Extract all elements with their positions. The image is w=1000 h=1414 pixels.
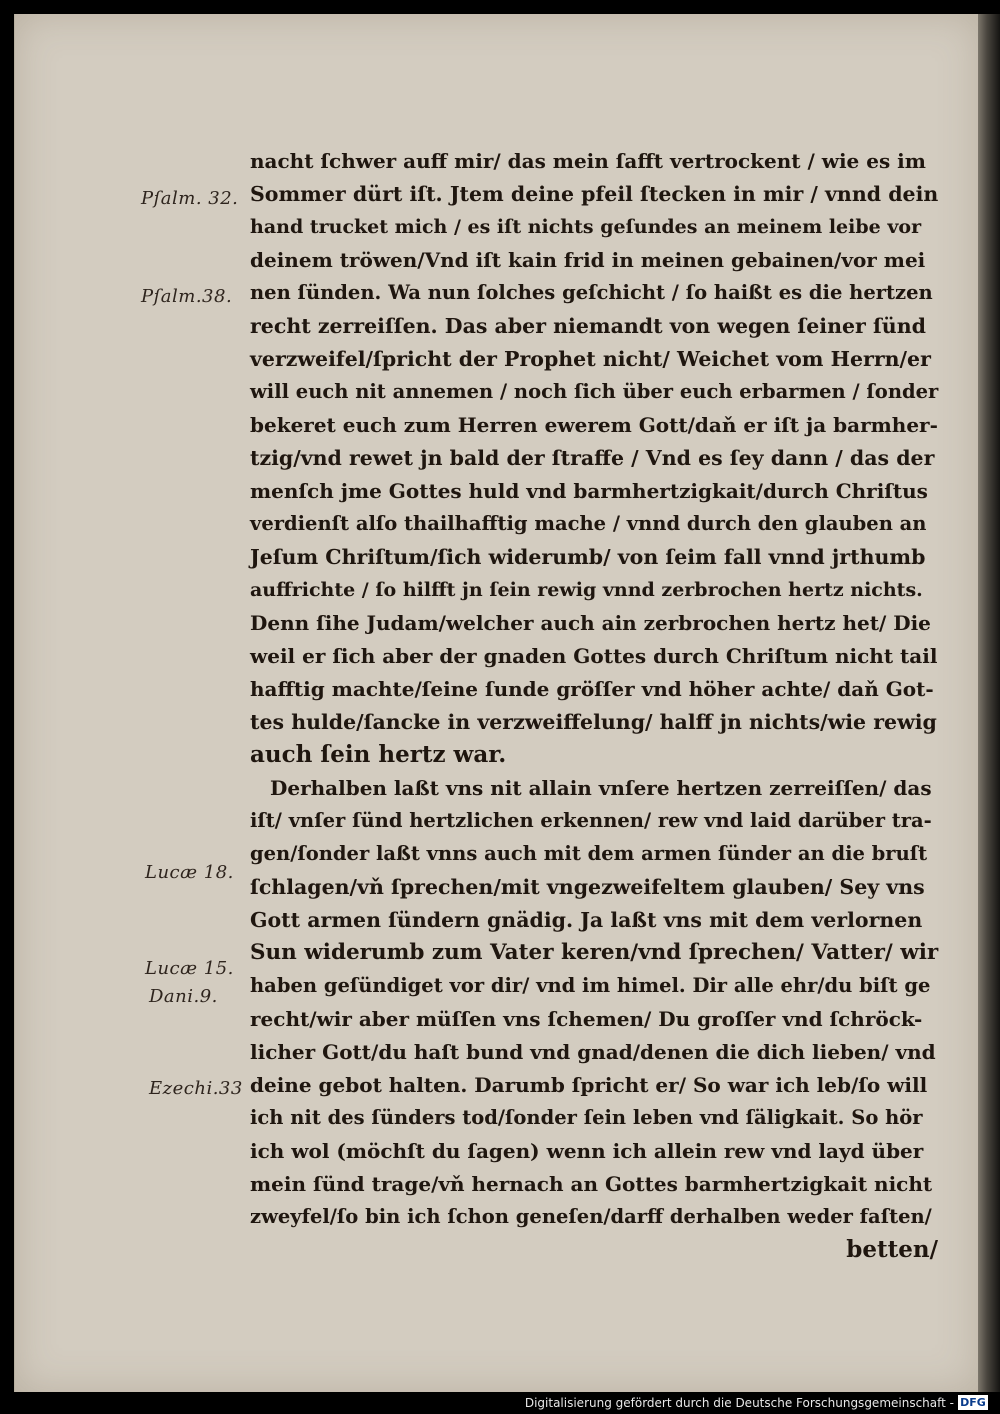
- margin-note-lucae-15: Lucæ 15.: [145, 958, 234, 979]
- text-line: deine gebot halten. Darumb ſpricht er/ So war ich leb/ſo will: [250, 1073, 928, 1097]
- text-line: hand trucket mich / es iſt nichts geſundes an meinem leibe vor: [250, 216, 922, 238]
- text-line: ſchlagen/vň ſprechen/mit vngezweifeltem glauben/ Sey vns: [250, 875, 925, 899]
- text-line: iſt/ vnſer ſünd hertzlichen erkennen/ rew vnd laid darüber tra-: [250, 809, 932, 832]
- margin-note-psalm-38: Pſalm.38.: [141, 286, 233, 307]
- margin-note-lucae-18: Lucæ 18.: [145, 862, 234, 883]
- text-line: Sun widerumb zum Vater keren/vnd ſprechen/ Vatter/ wir: [250, 940, 939, 965]
- text-line: Sommer dürt iſt. Jtem deine pfeil ſtecken in mir / vnnd dein: [250, 182, 939, 206]
- footer-bar: [0, 1394, 1000, 1414]
- dfg-logo: DFG: [958, 1395, 988, 1410]
- text-line: ich nit des ſünders tod/ſonder ſein leben vnd ſäligkait. So hör: [250, 1106, 923, 1129]
- text-line: recht zerreiſſen. Das aber niemandt von wegen ſeiner ſünd: [250, 314, 926, 338]
- text-line: mein ſünd trage/vň hernach an Gottes barmhertzigkait nicht: [250, 1172, 933, 1196]
- text-line: zweyfel/ſo bin ich ſchon geneſen/darff derhalben weder faſten/: [250, 1205, 932, 1228]
- book-spine: [978, 14, 1000, 1392]
- catchword: betten/: [846, 1236, 938, 1263]
- margin-note-daniel-9: Dani.9.: [149, 986, 218, 1007]
- text-line: verdienſt alſo thailhafftig mache / vnnd durch den glauben an: [250, 512, 927, 535]
- text-line: menſch jme Gottes huld vnd barmhertzigkait/durch Chriſtus: [250, 479, 928, 503]
- text-line: verzweifel/ſpricht der Prophet nicht/ Weichet vom Herrn/er: [250, 347, 931, 371]
- text-line: nen ſünden. Wa nun ſolches geſchicht / ſo haißt es die hertzen: [250, 281, 933, 304]
- text-line: ich wol (möchſt du ſagen) wenn ich allein rew vnd layd über: [250, 1139, 924, 1163]
- text-line: auffrichte / ſo hilfft jn ſein rewig vnnd zerbrochen hertz nichts.: [250, 579, 923, 601]
- text-line: gen/ſonder laßt vnns auch mit dem armen ſünder an die bruſt: [250, 842, 928, 865]
- text-line: auch ſein hertz war.: [250, 741, 507, 768]
- text-line-paragraph-start: Derhalben laßt vns nit allain vnſere hertzen zerreiſſen/ das: [270, 776, 932, 800]
- text-line: haben geſündiget vor dir/ vnd im himel. Dir alle ehr/du biſt ge: [250, 974, 931, 997]
- text-line: Gott armen ſündern gnädig. Ja laßt vns mit dem verlornen: [250, 908, 923, 932]
- text-line: Jeſum Chriſtum/ſich widerumb/ von ſeim fall vnnd jrthumb: [250, 545, 926, 569]
- text-line: weil er ſich aber der gnaden Gottes durch Chriſtum nicht tail: [250, 644, 938, 668]
- text-line: bekeret euch zum Herren ewerem Gott/daň er iſt ja barmher-: [250, 413, 938, 437]
- text-line: recht/wir aber müſſen vns ſchemen/ Du groſſer vnd ſchröck-: [250, 1007, 923, 1031]
- text-line: Denn ſihe Judam/welcher auch ain zerbrochen hertz het/ Die: [250, 611, 931, 635]
- text-line: nacht ſchwer auff mir/ das mein ſafft vertrockent / wie es im: [250, 149, 926, 173]
- margin-note-psalm-32: Pſalm. 32.: [141, 188, 239, 209]
- funding-notice: Digitalisierung gefördert durch die Deutsche Forschungsgemeinschaft -: [524, 1396, 954, 1410]
- text-line: hafftig machte/ſeine ſunde gröſſer vnd höher achte/ daň Got-: [250, 677, 934, 701]
- margin-note-ezechiel-33: Ezechi.33: [149, 1078, 243, 1099]
- text-line: will euch nit annemen / noch ſich über euch erbarmen / ſonder: [250, 380, 939, 403]
- text-line: licher Gott/du haſt bund vnd gnad/denen die dich lieben/ vnd: [250, 1040, 936, 1064]
- text-line: tes hulde/ſancke in verzweiffelung/ halff jn nichts/wie rewig: [250, 710, 937, 734]
- text-line: deinem tröwen/Vnd iſt kain frid in meinen gebainen/vor mei: [250, 248, 926, 272]
- text-line: tzig/vnd rewet jn bald der ſtraffe / Vnd es ſey dann / das der: [250, 446, 935, 470]
